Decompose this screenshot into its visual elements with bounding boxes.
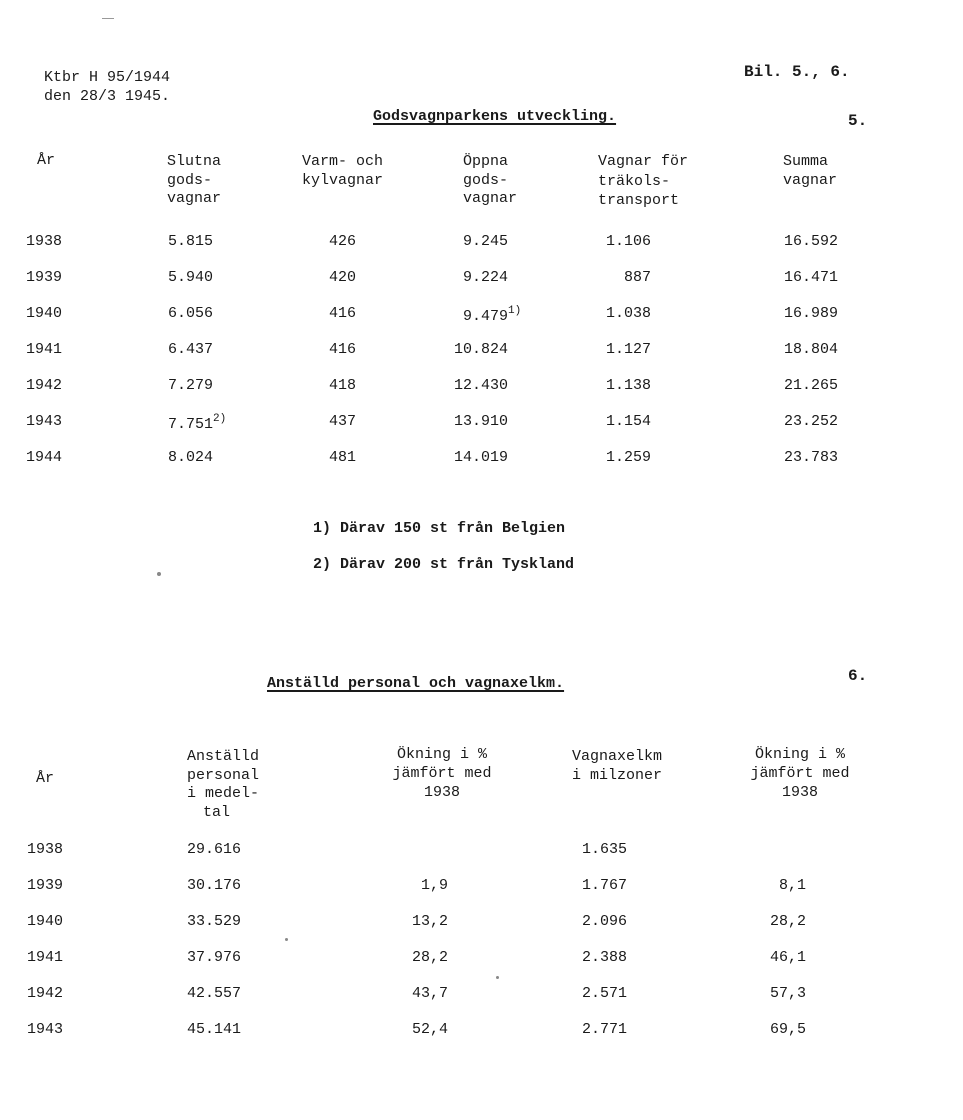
table2-year-cell: 1942 [27,985,64,1002]
table1-column-header: Öppna [463,153,509,170]
table1-year-cell: 1941 [26,341,63,358]
table2-personal-cell: 37.976 [187,949,242,966]
table2-year-cell: 1940 [27,913,64,930]
table2-number: 6. [848,667,868,685]
table1-oppna-cell: 10.824 [453,341,508,358]
table2-okning1-cell: 43,7 [411,985,448,1002]
table1-number: 5. [848,112,868,130]
table1-year-cell: 1938 [26,233,63,250]
reference-line-1: Ktbr H 95/1944 [44,69,171,86]
attachment-label: Bil. 5., 6. [744,63,850,81]
table2-column-header: i medel- [187,785,260,802]
footnote-marker: 2) [213,413,227,425]
scan-speck [285,938,288,941]
table1-varm-cell: 418 [328,377,356,394]
table2-column-header: År [36,770,55,787]
table1-column-header: träkols- [598,172,671,190]
table2-column-header: i milzoner [572,766,663,784]
table1-varm-cell: 420 [328,269,356,286]
table1-summa-cell: 16.989 [783,305,838,322]
table1-oppna-cell: 9.245 [462,233,508,250]
table1-oppna-cell: 14.019 [453,449,508,466]
table1-oppna-cell: 13.910 [453,413,508,430]
table1-oppna-cell: 9.479$^{1)}$ [463,305,522,325]
table1-column-header: vagnar [783,171,838,189]
table1-vagnar-cell: 1.038 [605,305,651,322]
table1-summa-cell: 16.471 [783,269,838,286]
table2-axelkm-cell: 1.635 [582,841,628,858]
table1-vagnar-cell: 1.127 [605,341,651,358]
table2-column-header: jämfört med [750,765,850,782]
table2-okning2-cell: 57,3 [769,985,806,1002]
table1-varm-cell: 437 [328,413,356,430]
table1-column-header: transport [598,192,680,209]
table1-summa-cell: 21.265 [783,377,838,394]
table1-column-header: År [37,152,56,169]
table1-slutna-cell: 5.815 [168,233,214,250]
table1-year-cell: 1944 [26,449,63,466]
table1-varm-cell: 426 [328,233,356,250]
table1-column-header: vagnar [463,190,518,207]
table2-axelkm-cell: 2.388 [582,949,628,966]
table1-slutna-cell: 5.940 [168,269,214,286]
table2-year-cell: 1941 [27,949,64,966]
table1-summa-cell: 18.804 [783,341,838,358]
table1-column-header: Varm- och [302,153,384,170]
table1-column-header: gods- [167,171,213,189]
table1-vagnar-cell: 1.106 [605,233,651,250]
table1-slutna-cell: 7.279 [168,377,214,394]
table2-personal-cell: 29.616 [187,841,242,858]
table2-column-header: jämfört med [392,765,492,782]
table2-column-header: personal [187,766,260,784]
table1-slutna-cell: 8.024 [168,449,214,466]
table2-okning1-cell: 13,2 [411,913,448,930]
table2-column-header: Anställd [187,748,260,765]
table2-okning2-cell: 8,1 [778,877,806,894]
table1-title: Godsvagnparkens utveckling. [373,108,617,125]
scan-speck [157,572,161,576]
table2-column-header: Ökning i % [754,746,845,763]
table1-year-cell: 1943 [26,413,63,430]
table1-vagnar-cell: 1.259 [605,449,651,466]
table2-okning2-cell: 46,1 [769,949,806,966]
table1-summa-cell: 16.592 [783,233,838,250]
table2-year-cell: 1939 [27,877,64,894]
table1-column-header: gods- [463,171,509,189]
table1-summa-cell: 23.783 [783,449,838,466]
table2-okning1-cell: 52,4 [411,1021,448,1038]
table1-varm-cell: 416 [328,305,356,322]
table2-title: Anställd personal och vagnaxelkm. [267,675,565,692]
footnote-1: 1) Därav 150 st från Belgien [313,520,566,537]
table1-vagnar-cell: 887 [623,269,651,286]
reference-line-2: den 28/3 1945. [44,88,171,105]
table1-year-cell: 1942 [26,377,63,394]
table2-year-cell: 1938 [27,841,64,858]
table1-column-header: kylvagnar [302,171,384,189]
table1-slutna-cell: 7.751$^{2)}$ [168,413,227,433]
table2-column-header: 1938 [781,784,818,801]
table2-personal-cell: 30.176 [187,877,242,894]
table1-slutna-cell: 6.056 [168,305,214,322]
table2-okning1-cell: 28,2 [411,949,448,966]
table1-column-header: Summa [783,153,829,170]
table2-okning2-cell: 69,5 [769,1021,806,1038]
table2-column-header: tal [203,803,231,821]
table1-slutna-cell: 6.437 [168,341,214,358]
table2-personal-cell: 42.557 [187,985,242,1002]
table1-oppna-cell: 12.430 [453,377,508,394]
table1-year-cell: 1939 [26,269,63,286]
table1-varm-cell: 416 [328,341,356,358]
table2-axelkm-cell: 2.096 [582,913,628,930]
table2-axelkm-cell: 2.571 [582,985,628,1002]
table2-column-header: Vagnaxelkm [572,748,663,765]
table1-year-cell: 1940 [26,305,63,322]
table1-column-header: Vagnar för [598,153,689,170]
table1-vagnar-cell: 1.154 [605,413,651,430]
scan-speck [496,976,499,979]
table2-column-header: 1938 [423,784,460,801]
table2-axelkm-cell: 1.767 [582,877,628,894]
footnote-marker: 1) [508,305,522,317]
table2-year-cell: 1943 [27,1021,64,1038]
table2-column-header: Ökning i % [396,746,487,763]
scan-mark [102,18,114,19]
table1-vagnar-cell: 1.138 [605,377,651,394]
table2-axelkm-cell: 2.771 [582,1021,628,1038]
footnote-2: 2) Därav 200 st från Tyskland [313,556,575,573]
table1-oppna-cell: 9.224 [462,269,508,286]
table1-column-header: Slutna [167,153,222,170]
table1-summa-cell: 23.252 [783,413,838,430]
table2-okning1-cell: 1,9 [420,877,448,894]
table1-varm-cell: 481 [328,449,356,466]
table2-personal-cell: 33.529 [187,913,242,930]
table2-personal-cell: 45.141 [187,1021,242,1038]
table2-okning2-cell: 28,2 [769,913,806,930]
table1-column-header: vagnar [167,190,222,207]
